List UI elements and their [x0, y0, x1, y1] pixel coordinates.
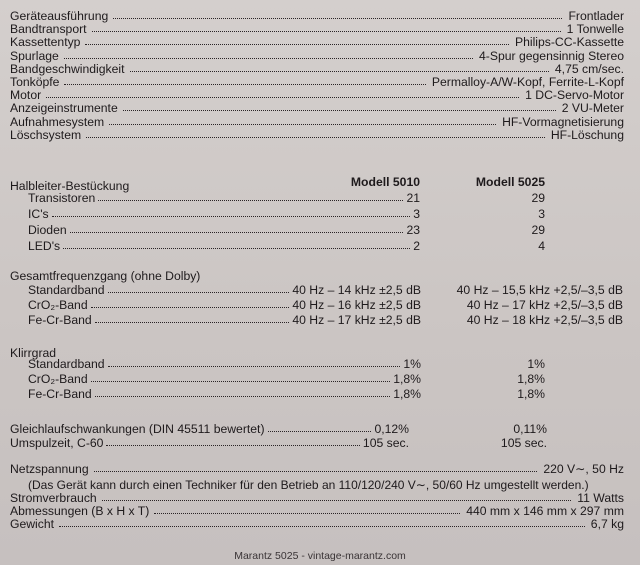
- dot-leader: [64, 84, 426, 85]
- spec-row: [10, 116, 624, 129]
- dot-leader: [95, 322, 289, 323]
- table-row-label: CrO₂-Band: [28, 372, 88, 386]
- spec-label: Anzeigeinstrumente: [10, 101, 118, 116]
- value-modell-5025: 40 Hz – 17 kHz +2,5/–3,5 dB: [466, 298, 623, 312]
- rewind-time-5025: 105 sec.: [500, 436, 547, 450]
- spec-label: Geräteausführung: [10, 9, 109, 23]
- dot-leader: [85, 44, 509, 45]
- spec-row: [10, 50, 624, 63]
- dot-leader: [59, 526, 585, 527]
- dot-leader: [108, 366, 400, 367]
- table-row-label: Dioden: [28, 223, 67, 237]
- spec-label: Abmessungen (B x H x T): [10, 504, 150, 519]
- spec-value: Permalloy-A/W-Kopf, Ferrite-L-Kopf: [431, 74, 624, 89]
- spec-row: [10, 129, 624, 142]
- value-modell-5010: 1,8%: [393, 387, 421, 401]
- table-row-label: Transistoren: [28, 191, 96, 205]
- spec-row: [10, 518, 624, 531]
- dot-leader: [113, 18, 562, 19]
- thd-title: Klirrgrad: [10, 346, 57, 360]
- spec-label: Gewicht: [10, 517, 55, 532]
- spec-value: 6,7 kg: [590, 517, 624, 532]
- table-row-label: Fe-Cr-Band: [28, 387, 92, 401]
- dot-leader: [123, 110, 556, 111]
- value-modell-5025: 29: [531, 223, 545, 237]
- value-modell-5010: 1,8%: [393, 372, 421, 386]
- freq-title: Gesamtfrequenzgang (ohne Dolby): [10, 269, 201, 283]
- spec-value: 11 Watts: [577, 491, 624, 505]
- spec-label: Tonköpfe: [10, 74, 60, 89]
- dot-leader: [91, 307, 289, 308]
- value-modell-5010: 3: [413, 207, 420, 221]
- spec-value: 220 V∼, 50 Hz: [543, 462, 624, 476]
- dot-leader: [52, 216, 410, 217]
- dot-leader: [46, 97, 519, 98]
- dot-leader: [94, 471, 537, 472]
- dot-leader: [98, 200, 403, 201]
- value-modell-5025: 40 Hz – 15,5 kHz +2,5/–3,5 dB: [456, 283, 623, 297]
- spec-value: 1 Tonwelle: [566, 22, 624, 37]
- spec-value: HF-Löschung: [550, 127, 624, 142]
- spec-label: Motor: [10, 88, 42, 103]
- spec-value: 4,75 cm/sec.: [554, 61, 624, 76]
- dot-leader: [109, 124, 496, 125]
- rewind-time-5010: 105 sec.: [362, 436, 409, 450]
- dot-leader: [70, 232, 403, 233]
- spec-value: 2 VU-Meter: [561, 101, 624, 116]
- value-modell-5025: 1,8%: [517, 387, 545, 401]
- spec-row: [10, 36, 624, 49]
- value-modell-5010: 1%: [403, 357, 421, 371]
- dot-leader: [130, 71, 549, 72]
- spec-value: Frontlader: [568, 9, 624, 23]
- power-note: (Das Gerät kann durch einen Techniker für den Betrieb an 110/120/240 V∼, 50/60 Hz umgestellt werden.): [28, 478, 589, 492]
- table-row-label: CrO₂-Band: [28, 298, 88, 312]
- power-spec: [10, 463, 624, 476]
- dot-leader: [102, 500, 571, 501]
- rewind-time-label: Umspulzeit, C-60: [10, 436, 104, 450]
- dot-leader: [154, 513, 460, 514]
- spec-row: [10, 505, 624, 518]
- dot-leader: [108, 292, 289, 293]
- dot-leader: [63, 248, 410, 249]
- value-modell-5025: 1%: [527, 357, 545, 371]
- spec-label: Aufnahmesystem: [10, 114, 105, 129]
- wow-flutter-5010: 0,12%: [374, 422, 409, 436]
- spec-value: Philips-CC-Kassette: [514, 35, 624, 50]
- wow-flutter-label: Gleichlaufschwankungen (DIN 45511 bewertet): [10, 422, 265, 436]
- general-spec-list: [10, 10, 624, 142]
- dot-leader: [95, 396, 390, 397]
- spec-label: Spurlage: [10, 48, 59, 63]
- value-modell-5010: 40 Hz – 17 kHz ±2,5 dB: [292, 313, 421, 327]
- value-modell-5010: 21: [406, 191, 420, 205]
- value-modell-5010: 2: [413, 239, 420, 253]
- value-modell-5025: 1,8%: [517, 372, 545, 386]
- spec-row: [10, 463, 624, 476]
- value-modell-5010: 23: [406, 223, 420, 237]
- value-modell-5025: 29: [531, 191, 545, 205]
- wow-flutter-5025: 0,11%: [513, 422, 547, 436]
- spec-label: Kassettentyp: [10, 35, 81, 50]
- spec-value: HF-Vormagnetisierung: [502, 114, 624, 129]
- col-header-5025: Modell 5025: [475, 175, 545, 189]
- table-row-label: Fe-Cr-Band: [28, 313, 92, 327]
- value-modell-5025: 4: [538, 239, 545, 253]
- spec-label: Bandgeschwindigkeit: [10, 61, 125, 76]
- spec-label: Netzspannung: [10, 462, 89, 476]
- semis-title: Halbleiter-Bestückung: [10, 179, 130, 193]
- dot-leader: [92, 31, 561, 32]
- spec-value: 1 DC-Servo-Motor: [525, 88, 624, 103]
- dot-leader: [268, 431, 371, 432]
- table-row-label: LED's: [28, 239, 61, 253]
- tail-spec-list: [10, 492, 624, 532]
- dot-leader: [106, 445, 360, 446]
- spec-label: Stromverbrauch: [10, 491, 97, 505]
- spec-label: Bandtransport: [10, 22, 87, 37]
- value-modell-5025: 40 Hz – 18 kHz +2,5/–3,5 dB: [466, 313, 623, 327]
- table-row-label: Standardband: [28, 357, 105, 371]
- spec-row: [10, 10, 624, 23]
- dot-leader: [91, 381, 390, 382]
- value-modell-5010: 40 Hz – 14 kHz ±2,5 dB: [292, 283, 421, 297]
- col-header-5010: Modell 5010: [350, 175, 420, 189]
- table-row-label: Standardband: [28, 283, 105, 297]
- table-row-label: IC's: [28, 207, 49, 221]
- dot-leader: [64, 58, 473, 59]
- spec-value: 4-Spur gegensinnig Stereo: [479, 48, 624, 63]
- spec-row: [10, 63, 624, 76]
- spec-row: [10, 102, 624, 115]
- spec-label: Löschsystem: [10, 127, 82, 142]
- footer-credit: Marantz 5025 - vintage-marantz.com: [234, 550, 406, 562]
- dot-leader: [86, 137, 545, 138]
- spec-value: 440 mm x 146 mm x 297 mm: [466, 504, 624, 519]
- value-modell-5010: 40 Hz – 16 kHz ±2,5 dB: [292, 298, 421, 312]
- value-modell-5025: 3: [538, 207, 545, 221]
